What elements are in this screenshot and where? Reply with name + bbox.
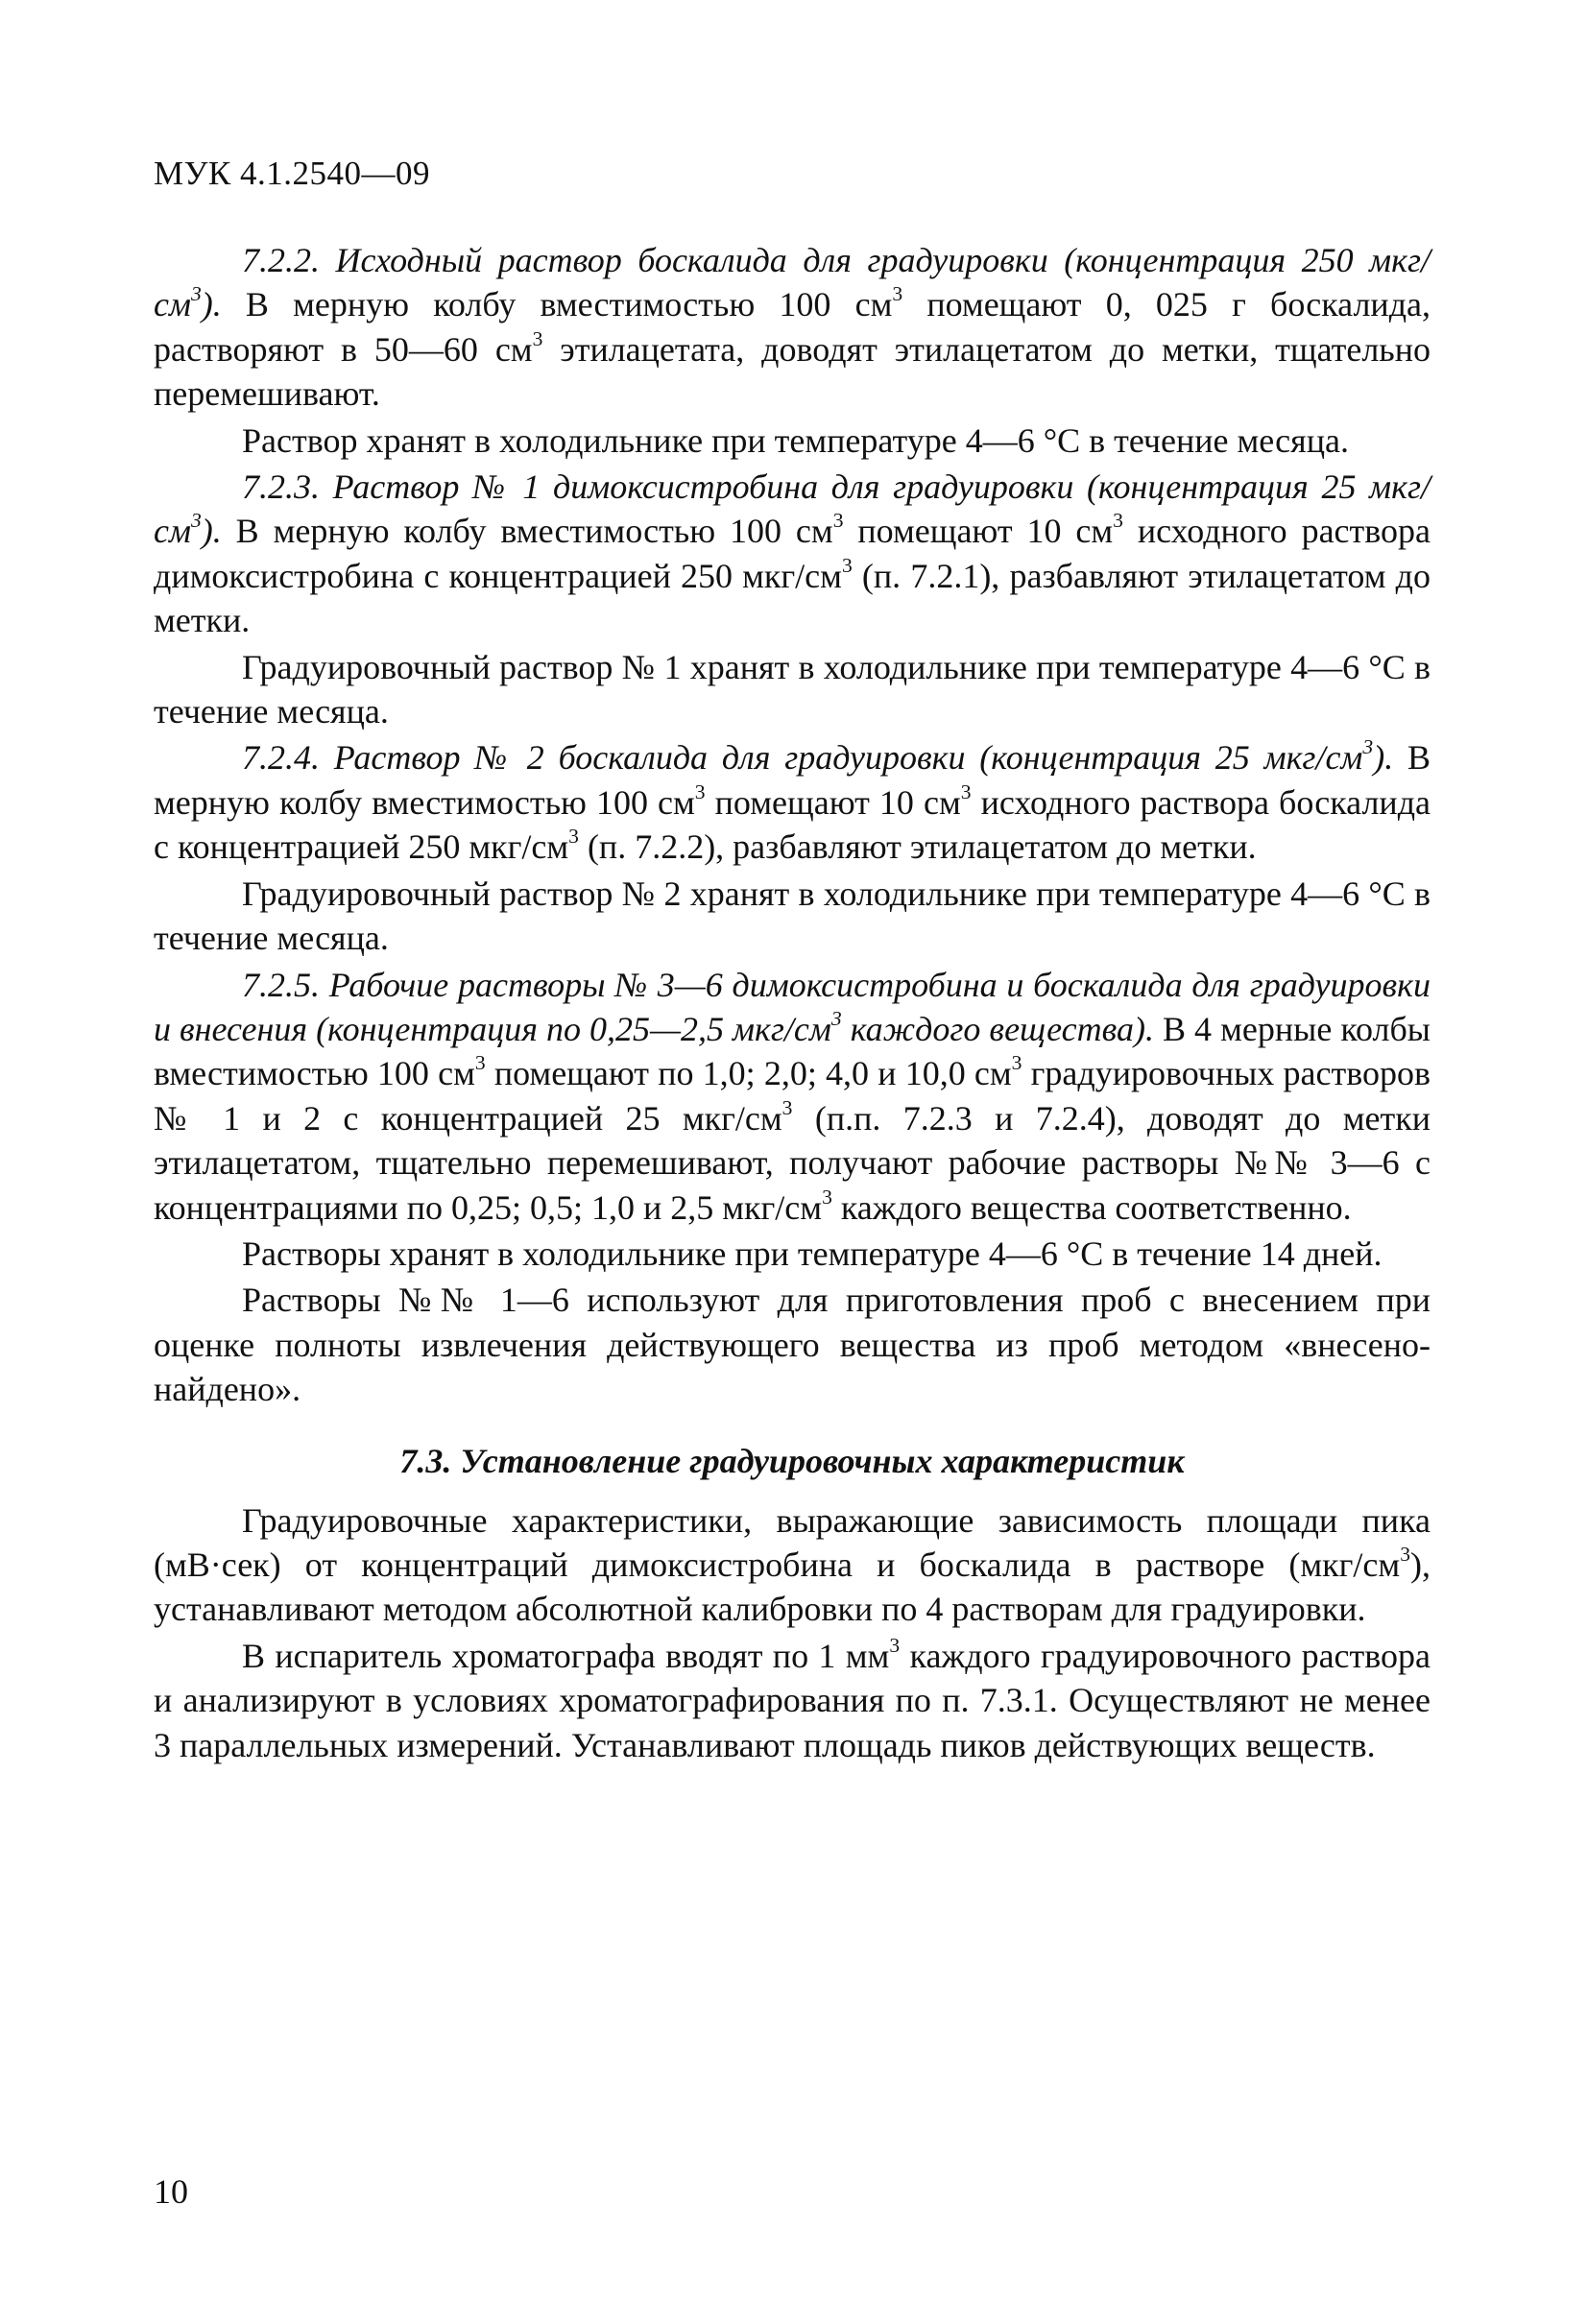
paragraph-p-7-3-procedure: В испаритель хроматографа вводят по 1 $мм^3$ каждого градуировочного раствора и анализируют в условиях хроматографирования по п. 7.3.1. Осуществляют не менее 3 параллельных измерений. Устанавливают площадь пиков действующих веществ.: [154, 1633, 1431, 1764]
paragraph-p-7-2-3: 7.2.3. Раствор № 1 димоксистробина для градуировки (концентрация 25 мкг/$см^3$). В мерную колбу вместимостью 100 $см^3$ помещают 10 $см^3$ исходного раствора димоксистробина с концентрацией 250 мкг/$см^3$ (п. 7.2.1), разбавляют этилацетатом до метки.: [154, 467, 1431, 640]
document-page: [154, 154, 1431, 1767]
paragraph-p-7-2-5-storage: Растворы хранят в холодильнике при температуре 4—6 °С в течение 14 дней.: [242, 1234, 1383, 1273]
paragraph-p-7-2-4: 7.2.4. Раствор № 2 боскалида для градуировки (концентрация 25 мкг/$см^3$). В мерную колбу вместимостью 100 $см^3$ помещают 10 $см^3$ исходного раствора боскалида с концентрацией 250 мкг/$см^3$ (п. 7.2.2), разбавляют этилацетатом до метки.: [154, 735, 1431, 867]
paragraph-group-7-2: [154, 238, 1431, 1412]
document-body: [154, 238, 1431, 1767]
paragraph-p-7-2-2-storage: Раствор хранят в холодильнике при температуре 4—6 °С в течение месяца.: [242, 420, 1349, 460]
paragraph-p-7-3-intro: Градуировочные характеристики, выражающие зависимость площади пика (мВ·сек) от концентраций димоксистробина и боскалида в растворе $(мкг/см^3)$, устанавливают методом абсолютной калибровки по 4 растворам для градуировки.: [154, 1500, 1431, 1629]
paragraph-p-7-2-4-storage: Градуировочный раствор № 2 хранят в холодильнике при температуре 4—6 °С в течение месяца.: [154, 874, 1431, 958]
paragraph-group-7-3: [154, 1498, 1431, 1767]
paragraph-p-7-2-3-storage: Градуировочный раствор № 1 хранят в холодильнике при температуре 4—6 °С в течение месяца.: [154, 647, 1431, 731]
document-code: МУК 4.1.2540—09: [154, 155, 430, 192]
paragraph-p-7-2-5-usage: Растворы №№ 1—6 используют для приготовления проб с внесением при оценке полноты извлечения действующего вещества из проб методом «внесено-найдено».: [154, 1281, 1431, 1409]
page-number: 10: [154, 2172, 188, 2211]
paragraph-p-7-2-2: 7.2.2. Исходный раствор боскалида для градуировки (концентрация 250 мкг/$см^3$). В мерную колбу вместимостью 100 $см^3$ помещают 0, 025 г боскалида, растворяют в 50—60 $см^3$ этилацетата, доводят этилацетатом до метки, тщательно перемешивают.: [154, 241, 1431, 414]
paragraph-p-7-2-5: 7.2.5. Рабочие растворы № 3—6 димоксистробина и боскалида для градуировки и внесения (концентрация по 0,25—2,5 мкг/$см^3$ каждого вещества). В 4 мерные колбы вместимостью 100 $см^3$ помещают по 1,0; 2,0; 4,0 и 10,0 $см^3$ градуировочных растворов № 1 и 2 с концентрацией 25 мкг/$см^3$ (п.п. 7.2.3 и 7.2.4), доводят до метки этилацетатом, тщательно перемешивают, получают рабочие растворы №№ 3—6 с концентрациями по 0,25; 0,5; 1,0 и 2,5 мкг/$см^3$ каждого вещества соответственно.: [154, 965, 1431, 1227]
section-heading: 7.3. Установление градуировочных характеристик: [399, 1441, 1185, 1480]
